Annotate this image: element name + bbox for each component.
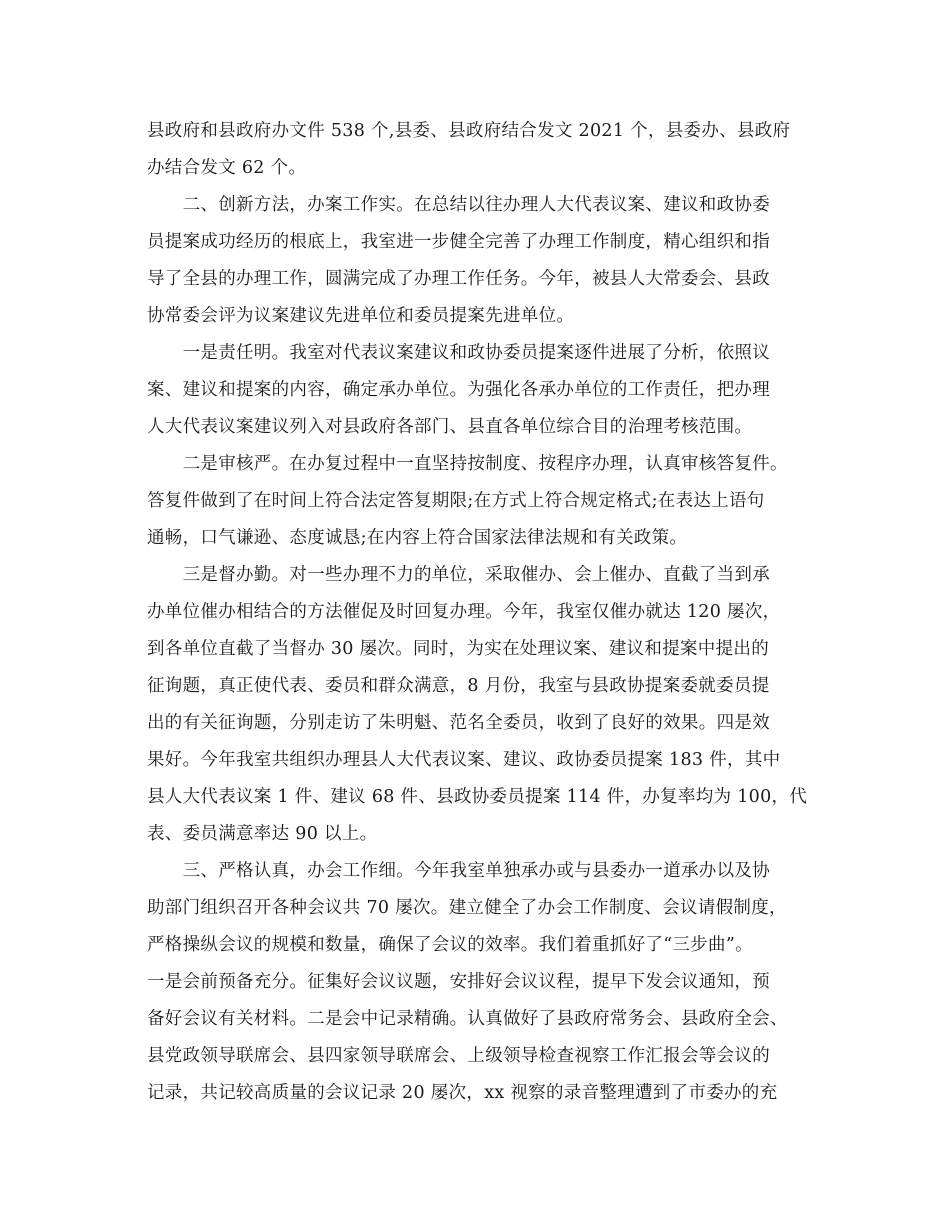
text-line: 出的有关征询题，分别走访了朱明魁、范名全委员，收到了良好的效果。四是效 — [147, 713, 770, 733]
text-line: 协常委会评为议案建议先进单位和委员提案先进单位。 — [147, 306, 575, 326]
text-line: 员提案成功经历的根底上，我室进一步健全完善了办理工作制度，精心组织和指 — [147, 232, 770, 252]
text-line: 县政府和县政府办文件 538 个,县委、县政府结合发文 2021 个，县委办、县政府 — [147, 121, 791, 141]
text-line: 二、创新方法，办案工作实。在总结以往办理人大代表议案、建议和政协委 — [147, 195, 770, 215]
text-line: 县人大代表议案 1 件、建议 68 件、县政协委员提案 114 件，办复率均为 100，代 — [147, 787, 808, 807]
text-line: 答复件做到了在时间上符合法定答复期限;在方式上符合规定格式;在表达上语句 — [147, 491, 765, 511]
text-line: 案、建议和提案的内容，确定承办单位。为强化各承办单位的工作责任，把办理 — [147, 380, 770, 400]
text-line: 导了全县的办理工作，圆满完成了办理工作任务。今年，被县人大常委会、县政 — [147, 269, 770, 289]
text-line: 县党政领导联席会、县四家领导联席会、上级领导检查视察工作汇报会等会议的 — [147, 1046, 770, 1066]
text-line: 人大代表议案建议列入对县政府各部门、县直各单位综合目的治理考核范围。 — [147, 417, 753, 437]
text-line: 助部门组织召开各种会议共 70 屡次。建立健全了办会工作制度、会议请假制度， — [147, 898, 787, 918]
text-line: 征询题，真正使代表、委员和群众满意，8 月份，我室与县政协提案委就委员提 — [147, 676, 770, 696]
text-line: 果好。今年我室共组织办理县人大代表议案、建议、政协委员提案 183 件，其中 — [147, 750, 781, 770]
body-text — [147, 113, 817, 1112]
text-line: 一是会前预备充分。征集好会议议题，安排好会议议程，提早下发会议通知，预 — [147, 972, 770, 992]
text-line: 到各单位直截了当督办 30 屡次。同时，为实在处理议案、建议和提案中提出的 — [147, 639, 769, 659]
text-line: 三、严格认真，办会工作细。今年我室单独承办或与县委办一道承办以及协 — [147, 861, 770, 881]
text-line: 三是督办勤。对一些办理不力的单位，采取催办、会上催办、直截了当到承 — [147, 565, 770, 585]
text-line: 二是审核严。在办复过程中一直坚持按制度、按程序办理，认真审核答复件。 — [147, 454, 788, 474]
text-line: 通畅，口气谦逊、态度诚恳;在内容上符合国家法律法规和有关政策。 — [147, 528, 688, 548]
text-line: 办结合发文 62 个。 — [147, 158, 307, 178]
text-line: 备好会议有关材料。二是会中记录精确。认真做好了县政府常务会、县政府全会、 — [147, 1009, 788, 1029]
text-line: 表、委员满意率达 90 以上。 — [147, 824, 378, 844]
text-line: 严格操纵会议的规模和数量，确保了会议的效率。我们着重抓好了“三步曲”。 — [147, 935, 753, 955]
text-line: 记录，共记较高质量的会议记录 20 屡次，xx 视察的录音整理遭到了市委办的充 — [147, 1083, 778, 1103]
text-line: 办单位催办相结合的方法催促及时回复办理。今年，我室仅催办就达 120 屡次， — [147, 602, 781, 622]
text-line: 一是责任明。我室对代表议案建议和政协委员提案逐件进展了分析，依照议 — [147, 343, 770, 363]
